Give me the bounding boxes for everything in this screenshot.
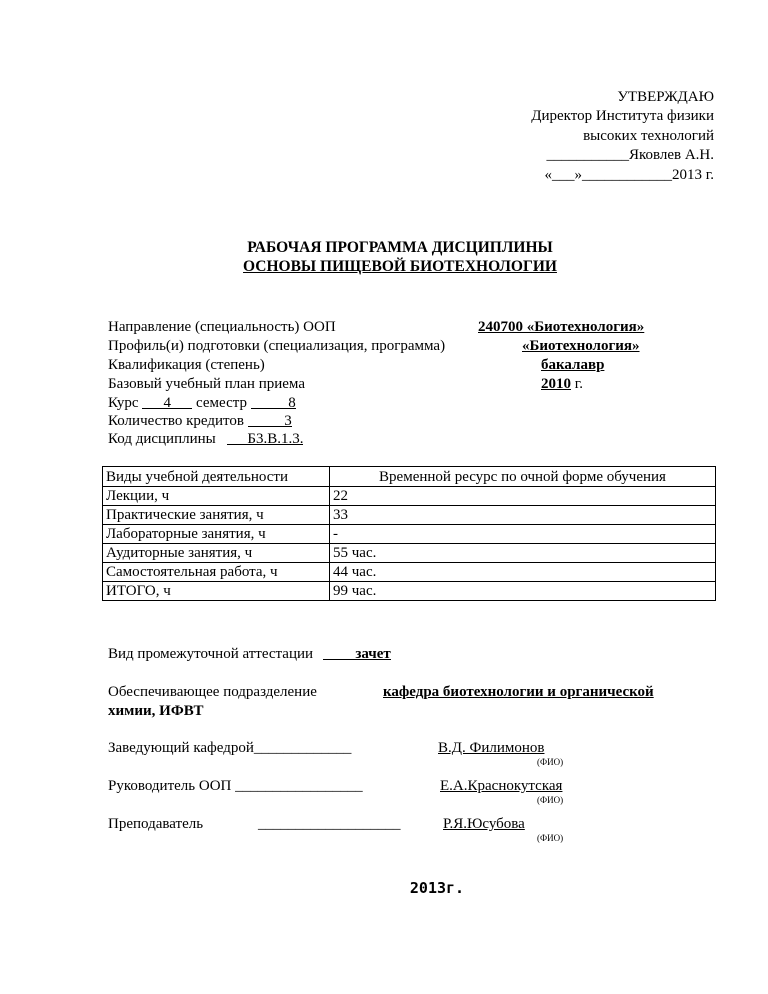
attestation-row xyxy=(108,645,391,664)
approval-position-line1: Директор Института физики xyxy=(531,108,714,124)
signature-oop-fio: (ФИО) xyxy=(537,795,564,805)
table-cell-value: 55 час. xyxy=(330,544,716,563)
footer-year: 2013г. xyxy=(409,879,465,897)
semester-label: семестр xyxy=(196,395,247,411)
plan-value: 2010 xyxy=(541,376,571,392)
table-header-row xyxy=(103,467,716,487)
course-value-field xyxy=(142,394,192,409)
document-title-line1: РАБОЧАЯ ПРОГРАММА ДИСЦИПЛИНЫ xyxy=(247,239,553,256)
credits-value-field xyxy=(248,412,292,427)
table-cell-label: ИТОГО, ч xyxy=(103,582,330,601)
table-cell-label: Практические занятия, ч xyxy=(103,506,330,525)
plan-suffix: г. xyxy=(574,376,583,392)
table-row xyxy=(103,506,716,525)
signature-oop-label: Руководитель ООП _________________ xyxy=(108,778,363,794)
table-header-time: Временной ресурс по очной форме обучения xyxy=(330,467,716,487)
code-value: Б3.В.1.3. xyxy=(247,431,304,447)
signature-teacher-fio: (ФИО) xyxy=(537,833,564,843)
attestation-label: Вид промежуточной аттестации xyxy=(108,646,314,662)
table-cell-value: 44 час. xyxy=(330,563,716,582)
qualification-value: бакалавр xyxy=(541,357,605,373)
table-cell-value: 99 час. xyxy=(330,582,716,601)
approval-position-line2: высоких технологий xyxy=(583,128,714,144)
profile-value: «Биотехнология» xyxy=(522,338,640,354)
table-cell-value: 22 xyxy=(330,487,716,506)
profile-label: Профиль(и) подготовки (специализация, программа) xyxy=(108,338,446,354)
table-cell-value: 33 xyxy=(330,506,716,525)
resource-table xyxy=(102,466,716,601)
attestation-value: зачет xyxy=(355,646,391,662)
table-row xyxy=(103,582,716,601)
document-title-line2: ОСНОВЫ ПИЩЕВОЙ БИОТЕХНОЛОГИИ xyxy=(243,258,557,275)
signature-teacher-name: Р.Я.Юсубова xyxy=(443,816,525,832)
semester-value-field xyxy=(251,394,296,409)
semester-value: 8 xyxy=(288,395,296,411)
table-cell-label: Лабораторные занятия, ч xyxy=(103,525,330,544)
approval-signature: ___________Яковлев А.Н. xyxy=(546,147,714,163)
qualification-label: Квалификация (степень) xyxy=(108,357,265,373)
plan-value-group xyxy=(541,375,583,394)
signature-head-name: В.Д. Филимонов xyxy=(438,740,545,756)
table-row xyxy=(103,525,716,544)
approval-heading: УТВЕРЖДАЮ xyxy=(617,89,714,105)
department-value-line1: кафедра биотехнологии и органической xyxy=(383,684,654,700)
signature-teacher-label: Преподаватель xyxy=(108,816,204,832)
credits-value: 3 xyxy=(284,413,292,429)
table-cell-value: - xyxy=(330,525,716,544)
direction-value: 240700 «Биотехнология» xyxy=(478,319,645,335)
department-label: Обеспечивающее подразделение xyxy=(108,684,317,700)
department-value-line2: химии, ИФВТ xyxy=(108,703,204,719)
signature-oop-name: Е.А.Краснокутская xyxy=(440,778,563,794)
signature-head-label: Заведующий кафедрой_____________ xyxy=(108,740,352,756)
table-cell-label: Лекции, ч xyxy=(103,487,330,506)
table-cell-label: Аудиторные занятия, ч xyxy=(103,544,330,563)
table-row xyxy=(103,563,716,582)
code-row xyxy=(108,430,303,449)
table-row xyxy=(103,544,716,563)
credits-label: Количество кредитов xyxy=(108,413,244,429)
approval-date: «___»____________2013 г. xyxy=(544,167,714,183)
attestation-value-field xyxy=(323,645,391,660)
table-header-activity: Виды учебной деятельности xyxy=(103,467,330,487)
signature-teacher-blank: ___________________ xyxy=(258,816,401,832)
plan-label: Базовый учебный план приема xyxy=(108,376,305,392)
course-value: 4 xyxy=(163,395,172,411)
table-row xyxy=(103,487,716,506)
signature-head-fio: (ФИО) xyxy=(537,757,564,767)
course-row xyxy=(108,394,296,413)
code-label: Код дисциплины xyxy=(108,431,216,447)
code-value-field xyxy=(227,430,303,445)
credits-row xyxy=(108,412,292,431)
direction-label: Направление (специальность) ООП xyxy=(108,319,336,335)
course-label: Курс xyxy=(108,395,139,411)
table-cell-label: Самостоятельная работа, ч xyxy=(103,563,330,582)
